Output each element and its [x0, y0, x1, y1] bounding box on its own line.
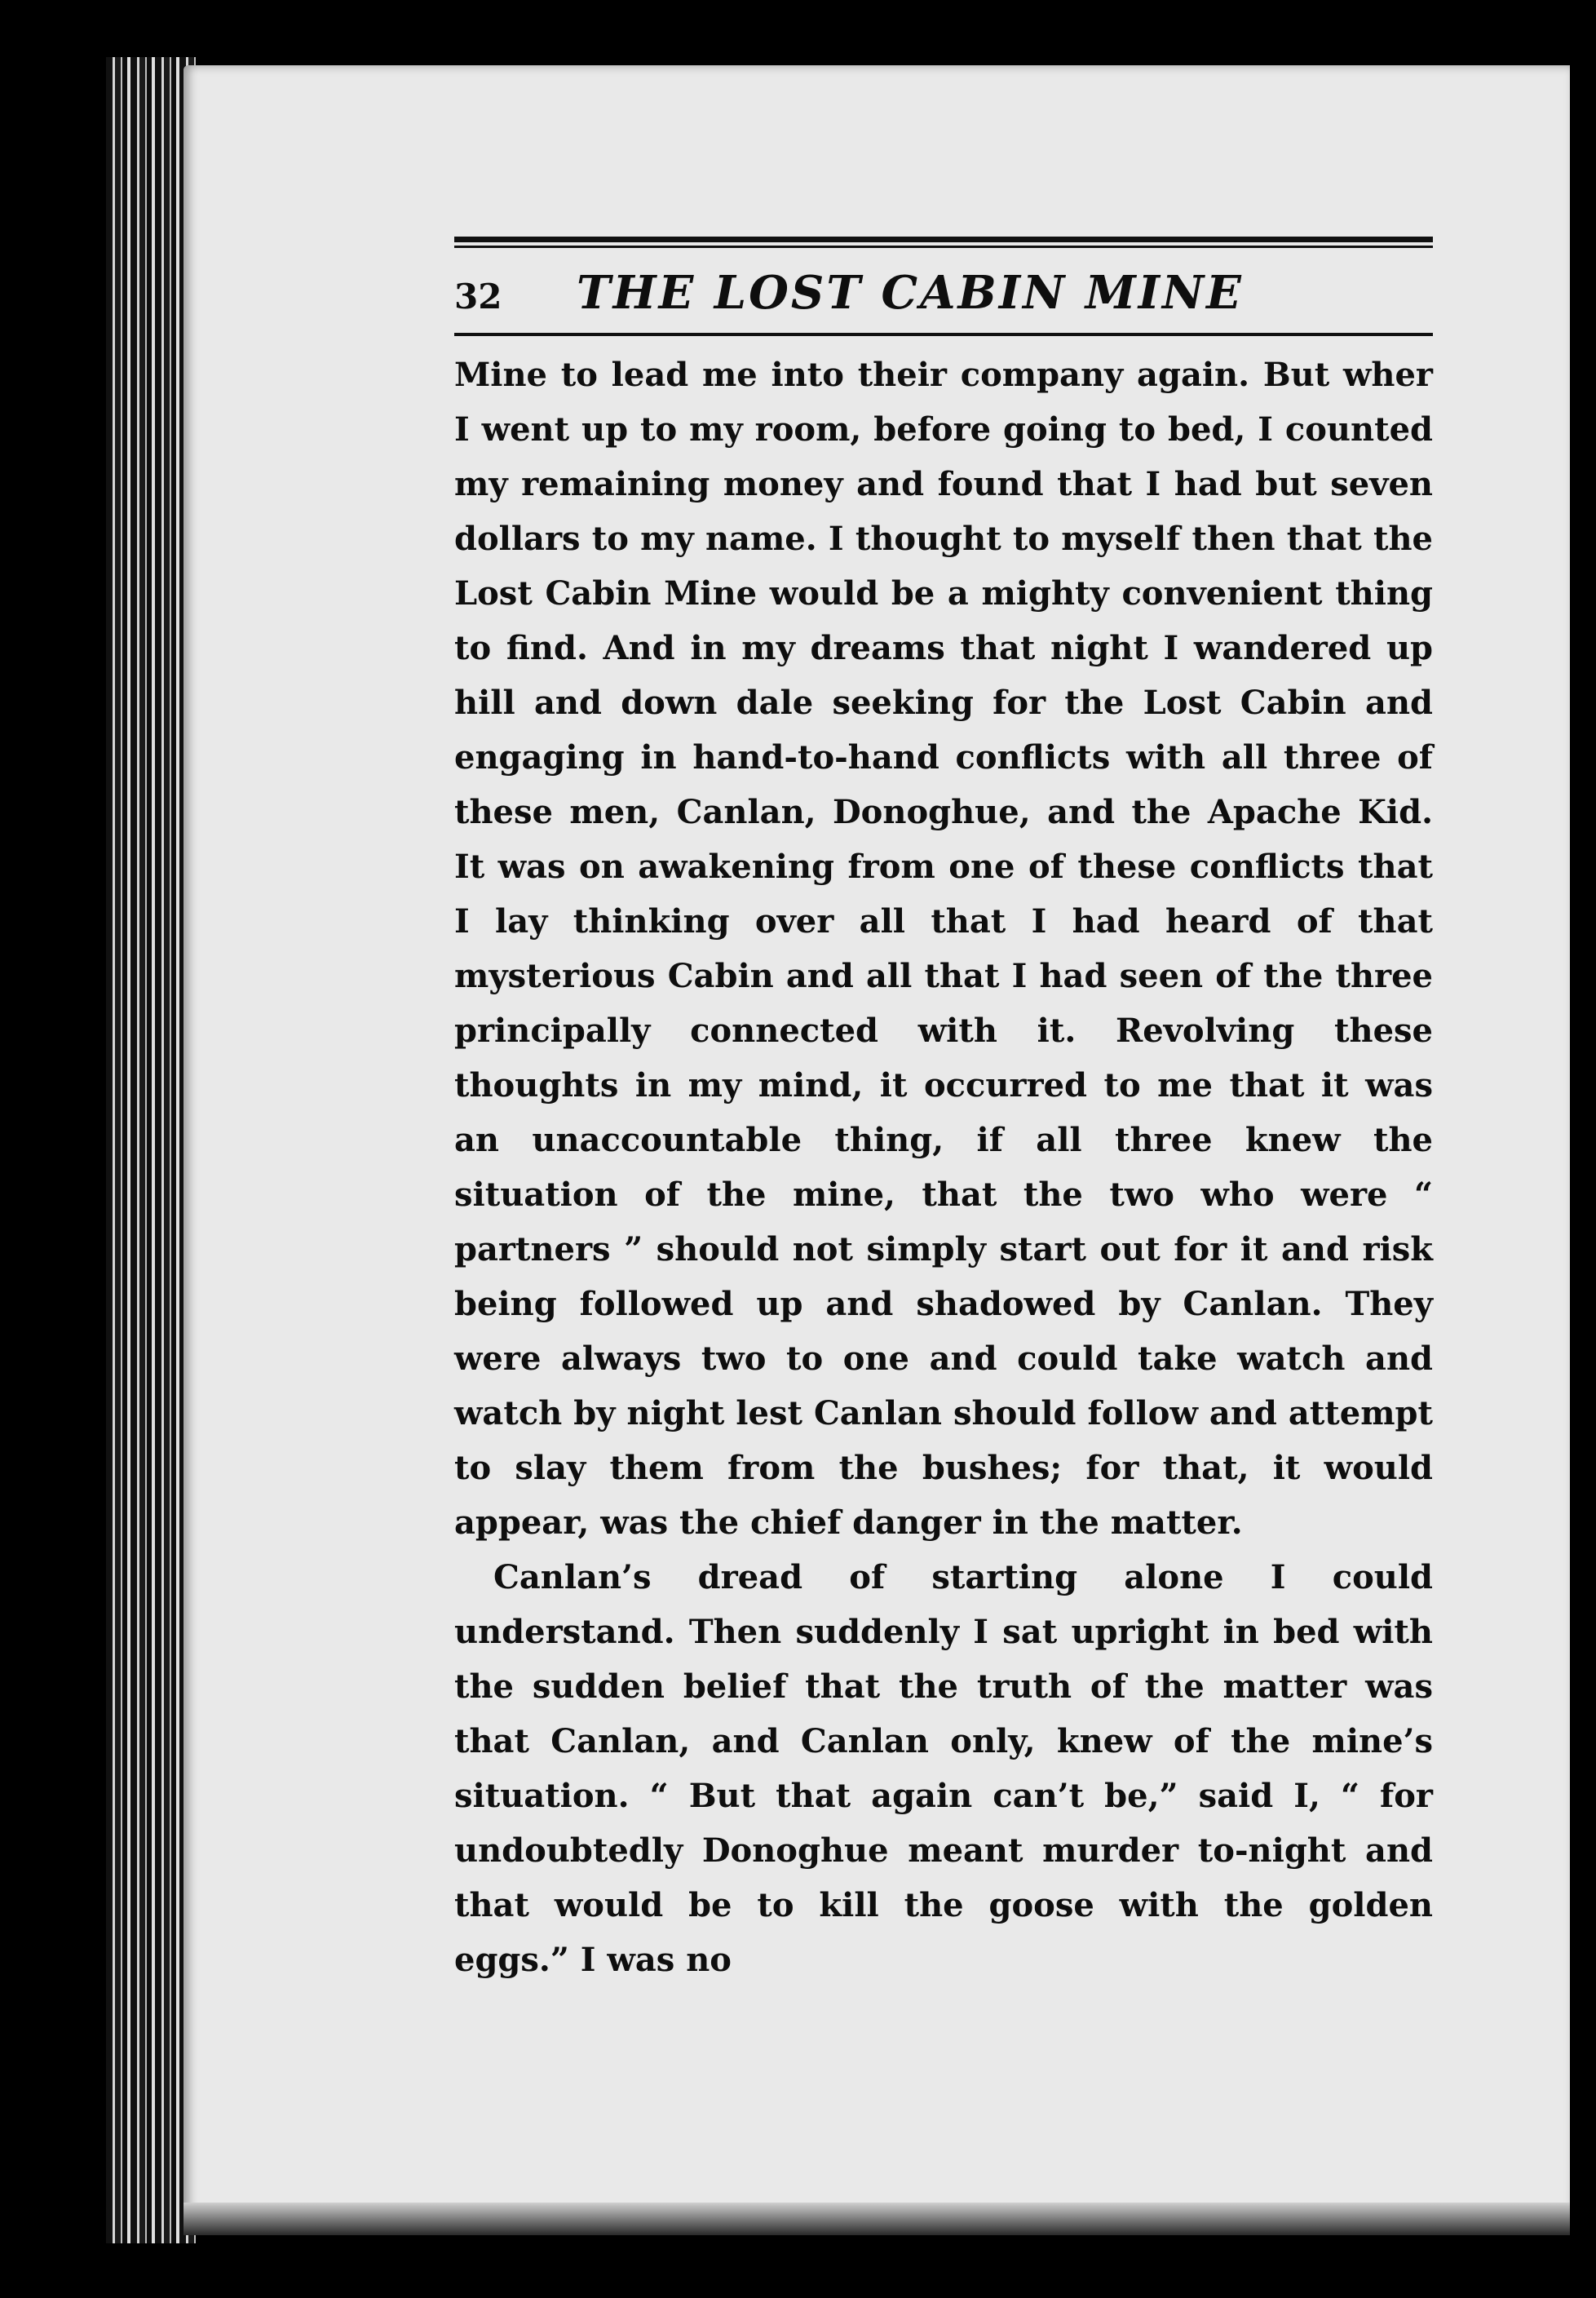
header-rule-thin	[454, 246, 1433, 248]
text-block	[454, 237, 1433, 1987]
body-text	[454, 348, 1433, 1987]
paragraph: Canlan’s dread of starting alone I could understand. Then suddenly I sat upright in bed with the sudden belief that the truth of the matter was that Canlan, and Canlan only, knew of the mine’s situation. “ But that again can’t be,” said I, “ for undoubtedly Donoghue meant murder to-night and that would be to kill the goose with the golden eggs.” I was no	[454, 1558, 1433, 1979]
paragraph: Mine to lead me into their company again. But wher I went up to my room, before going to bed, I counted my remaining money and found that I had but seven dollars to my name. I thought to myself then that the Lost Cabin Mine would be a mighty convenient thing to find. And in my dreams that night I wandered up hill and down dale seeking for the Lost Cabin and engaging in hand-to-hand conflicts with all three of these men, Canlan, Donoghue, and the Apache Kid. It was on awakening from one of these conflicts that I lay thinking over all that I had heard of that mysterious Cabin and all that I had seen of the three principally connected with it. Revolving these thoughts in my mind, it occurred to me that it was an unaccountable thing, if all three knew the situation of the mine, that the two who were “ partners ” should not simply start out for it and risk being followed up and shadowed by Canlan. They were always two to one and could take watch and watch by night lest Canlan should follow and attempt to slay them from the bushes; for that, it would appear, was the chief danger in the matter.	[454, 356, 1433, 1542]
book-spine-page-edges	[106, 57, 196, 2243]
running-head-underline	[454, 333, 1433, 336]
book-title: THE LOST CABIN MINE	[577, 266, 1244, 320]
running-head	[454, 266, 1433, 323]
page-number: 32	[454, 277, 502, 317]
header-rule-thick	[454, 237, 1433, 242]
page-bottom-edge	[183, 2203, 1570, 2235]
